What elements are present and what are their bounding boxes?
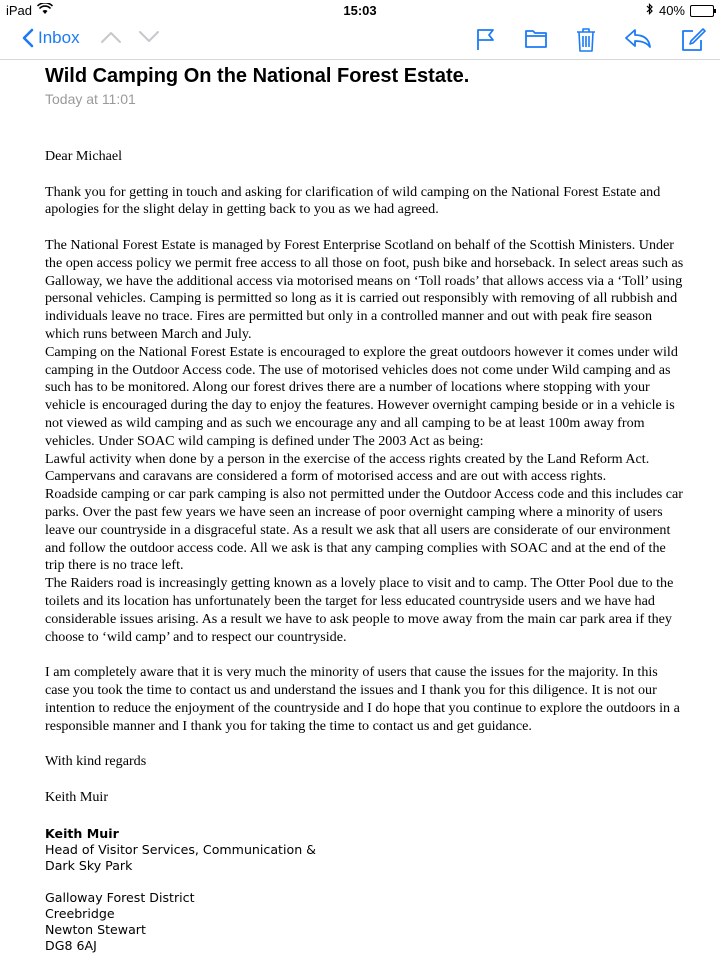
flag-icon[interactable] — [476, 27, 496, 53]
paragraph: I am completely aware that it is very much the minority of users that cause the issues for the majority. In this case you took the time to contact us and understand the issues and I thank you for this diligence. It is not our intention to reduce the enjoyment of the countryside and I do hope that you continue to explore the outdoors in a responsible manner and I thank you for taking the time to contact us and get guidance. — [45, 664, 680, 734]
message-body — [45, 148, 685, 806]
battery-icon — [690, 5, 714, 17]
message-subject: Wild Camping On the National Forest Estate. — [45, 65, 470, 87]
paragraph: Lawful activity when done by a person in the exercise of the access rights created by the Land Reform Act. — [45, 450, 650, 467]
closing: With kind regards — [45, 753, 147, 770]
chevron-up-icon[interactable] — [100, 30, 122, 44]
paragraph: The National Forest Estate is managed by Forest Enterprise Scotland on behalf of the Scottish Ministers. Under the open access policy we permit free access to all those on foot, push bike and horseback. In select areas such as Galloway, we have the additional access via motorised means on ‘Toll roads’ that allows access via a ‘Toll’ using personal vehicles. Camping is permitted so long as it is carried out responsibly with removing of all rubbish and individuals leave no trace. Fires are permitted but only in a controlled manner and out with peak fire season which runs between March and July. — [45, 236, 684, 342]
mail-toolbar — [0, 20, 720, 60]
device-label: iPad — [6, 3, 33, 18]
paragraph: The Raiders road is increasingly getting known as a lovely place to visit and to camp. The Otter Pool due to the toilets and its location has unfortunately been the target for less educated countryside users and we have had considerable issues arising. As a result we have to ask people to move away from the main car park area if they choose to ‘wild camp’ and to respect our countryside. — [45, 575, 674, 645]
paragraph: Camping on the National Forest Estate is encouraged to explore the great outdoors however it comes under wild camping in the Outdoor Access code. The use of motorised vehicles does not come under Wild camping and as such has to be monitored. Along our forest drives there are a number of locations where stopping with your vehicle is encouraged during the day to enjoy the features. However overnight camping beside or in a vehicle is not viewed as wild camping and as such we encourage any and all camping to be at least 100m away from vehicles. Under SOAC wild camping is defined under The 2003 Act as being: — [45, 343, 678, 449]
signature-name: Keith Muir — [45, 826, 119, 841]
paragraph: Thank you for getting in touch and asking for clarification of wild camping on the National Forest Estate and apologies for the slight delay in getting back to you as we had agreed. — [45, 183, 661, 218]
signature-title: Head of Visitor Services, Communication & — [45, 842, 316, 857]
bluetooth-icon — [646, 3, 654, 18]
back-to-inbox-button[interactable] — [22, 28, 80, 48]
trash-icon[interactable] — [576, 27, 596, 53]
battery-percent: 40% — [658, 3, 685, 18]
message-date: Today at 11:01 — [45, 91, 136, 107]
paragraph: Roadside camping or car park camping is also not permitted under the Outdoor Access code and this includes car parks. Over the past few years we have seen an increase of poor overnight camping where a minority of users leave our countryside in a disgraceful state. As a result we ask that all users are considerate of our environment and follow the outdoor access code. All we ask is that any camping complies with SOAC and at the end of the trip there is no trace left. — [45, 486, 683, 574]
chevron-down-icon[interactable] — [138, 30, 160, 44]
address-line: Creebridge — [45, 906, 115, 921]
signature-block — [45, 826, 685, 954]
sender-name: Keith Muir — [45, 788, 109, 805]
status-time: 15:03 — [343, 3, 377, 18]
address-line: DG8 6AJ — [45, 938, 97, 953]
greeting: Dear Michael — [45, 148, 123, 164]
message-header — [45, 64, 705, 107]
status-bar — [0, 0, 720, 20]
compose-icon[interactable] — [680, 27, 706, 53]
reply-icon[interactable] — [624, 27, 652, 53]
paragraph: Campervans and caravans are considered a form of motorised access and are out with access rights. — [45, 468, 607, 485]
address-line: Galloway Forest District — [45, 890, 195, 905]
folder-icon[interactable] — [524, 27, 548, 53]
back-label: Inbox — [38, 28, 80, 47]
chevron-left-icon — [22, 28, 34, 48]
address-line: Newton Stewart — [45, 922, 146, 937]
signature-title: Dark Sky Park — [45, 858, 133, 873]
